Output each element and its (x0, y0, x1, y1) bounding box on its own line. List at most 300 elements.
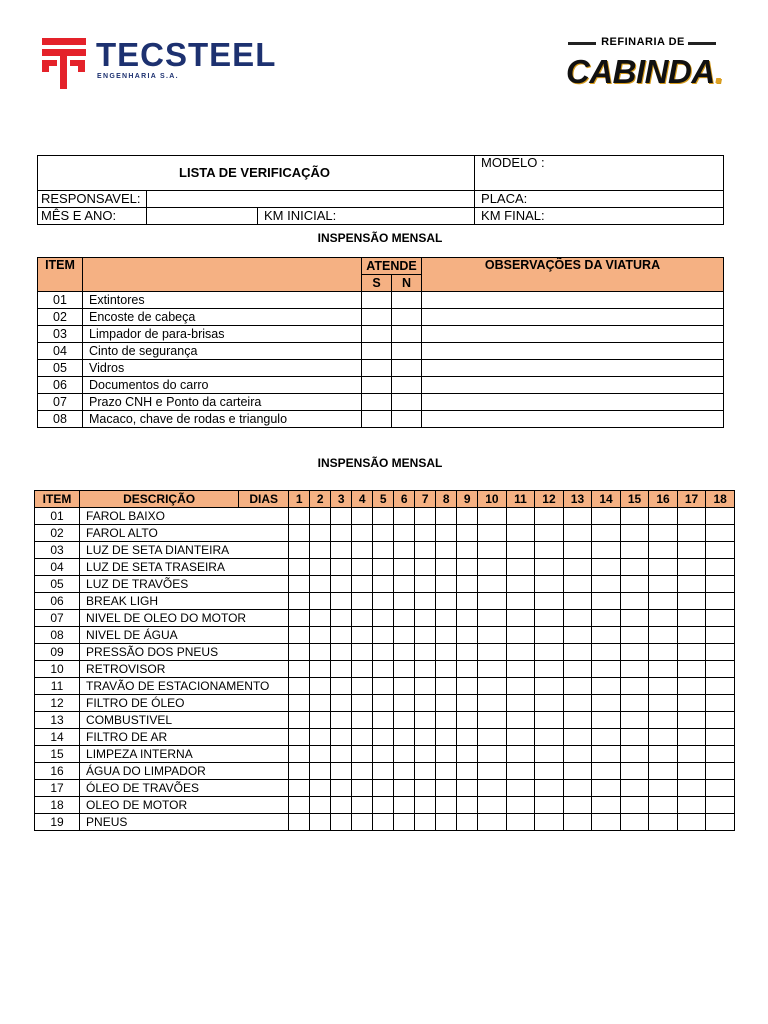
day-check-cell[interactable] (331, 508, 352, 525)
day-check-cell[interactable] (415, 780, 436, 797)
day-check-cell[interactable] (563, 627, 592, 644)
day-check-cell[interactable] (506, 508, 535, 525)
day-check-cell[interactable] (289, 542, 310, 559)
day-check-cell[interactable] (352, 661, 373, 678)
day-check-cell[interactable] (592, 542, 621, 559)
day-check-cell[interactable] (535, 610, 564, 627)
day-check-cell[interactable] (436, 525, 457, 542)
day-check-cell[interactable] (620, 610, 649, 627)
day-check-cell[interactable] (478, 746, 507, 763)
day-check-cell[interactable] (592, 695, 621, 712)
day-check-cell[interactable] (415, 729, 436, 746)
day-check-cell[interactable] (677, 525, 706, 542)
day-check-cell[interactable] (506, 661, 535, 678)
day-check-cell[interactable] (535, 542, 564, 559)
check-s-cell[interactable] (362, 292, 392, 309)
day-check-cell[interactable] (331, 576, 352, 593)
day-check-cell[interactable] (331, 814, 352, 831)
day-check-cell[interactable] (310, 763, 331, 780)
day-check-cell[interactable] (289, 508, 310, 525)
check-n-cell[interactable] (392, 360, 422, 377)
day-check-cell[interactable] (331, 797, 352, 814)
day-check-cell[interactable] (373, 627, 394, 644)
day-check-cell[interactable] (373, 610, 394, 627)
day-check-cell[interactable] (310, 797, 331, 814)
day-check-cell[interactable] (706, 729, 735, 746)
day-check-cell[interactable] (289, 644, 310, 661)
observation-cell[interactable] (422, 309, 724, 326)
day-check-cell[interactable] (415, 593, 436, 610)
day-check-cell[interactable] (289, 729, 310, 746)
day-check-cell[interactable] (506, 712, 535, 729)
check-n-cell[interactable] (392, 411, 422, 428)
day-check-cell[interactable] (394, 695, 415, 712)
day-check-cell[interactable] (478, 695, 507, 712)
observation-cell[interactable] (422, 394, 724, 411)
day-check-cell[interactable] (535, 508, 564, 525)
day-check-cell[interactable] (436, 610, 457, 627)
day-check-cell[interactable] (394, 644, 415, 661)
day-check-cell[interactable] (649, 542, 678, 559)
day-check-cell[interactable] (457, 508, 478, 525)
day-check-cell[interactable] (289, 678, 310, 695)
day-check-cell[interactable] (592, 678, 621, 695)
day-check-cell[interactable] (394, 627, 415, 644)
day-check-cell[interactable] (620, 542, 649, 559)
day-check-cell[interactable] (649, 780, 678, 797)
day-check-cell[interactable] (706, 661, 735, 678)
day-check-cell[interactable] (373, 729, 394, 746)
day-check-cell[interactable] (415, 542, 436, 559)
day-check-cell[interactable] (289, 525, 310, 542)
day-check-cell[interactable] (457, 763, 478, 780)
day-check-cell[interactable] (677, 559, 706, 576)
day-check-cell[interactable] (506, 593, 535, 610)
day-check-cell[interactable] (677, 508, 706, 525)
day-check-cell[interactable] (649, 712, 678, 729)
day-check-cell[interactable] (457, 610, 478, 627)
day-check-cell[interactable] (535, 593, 564, 610)
day-check-cell[interactable] (535, 559, 564, 576)
day-check-cell[interactable] (563, 576, 592, 593)
day-check-cell[interactable] (352, 695, 373, 712)
day-check-cell[interactable] (289, 610, 310, 627)
day-check-cell[interactable] (394, 814, 415, 831)
day-check-cell[interactable] (436, 746, 457, 763)
day-check-cell[interactable] (373, 763, 394, 780)
day-check-cell[interactable] (649, 525, 678, 542)
day-check-cell[interactable] (620, 576, 649, 593)
day-check-cell[interactable] (352, 576, 373, 593)
day-check-cell[interactable] (331, 627, 352, 644)
day-check-cell[interactable] (394, 508, 415, 525)
day-check-cell[interactable] (535, 695, 564, 712)
observation-cell[interactable] (422, 411, 724, 428)
day-check-cell[interactable] (677, 661, 706, 678)
day-check-cell[interactable] (310, 644, 331, 661)
day-check-cell[interactable] (649, 797, 678, 814)
day-check-cell[interactable] (649, 729, 678, 746)
day-check-cell[interactable] (592, 610, 621, 627)
day-check-cell[interactable] (373, 780, 394, 797)
day-check-cell[interactable] (310, 508, 331, 525)
day-check-cell[interactable] (592, 644, 621, 661)
day-check-cell[interactable] (457, 678, 478, 695)
day-check-cell[interactable] (289, 661, 310, 678)
observation-cell[interactable] (422, 377, 724, 394)
day-check-cell[interactable] (394, 610, 415, 627)
day-check-cell[interactable] (478, 780, 507, 797)
day-check-cell[interactable] (649, 610, 678, 627)
check-n-cell[interactable] (392, 292, 422, 309)
day-check-cell[interactable] (649, 746, 678, 763)
day-check-cell[interactable] (706, 780, 735, 797)
day-check-cell[interactable] (677, 678, 706, 695)
day-check-cell[interactable] (592, 712, 621, 729)
day-check-cell[interactable] (457, 814, 478, 831)
day-check-cell[interactable] (592, 729, 621, 746)
day-check-cell[interactable] (677, 644, 706, 661)
day-check-cell[interactable] (415, 525, 436, 542)
day-check-cell[interactable] (415, 678, 436, 695)
day-check-cell[interactable] (436, 814, 457, 831)
day-check-cell[interactable] (535, 746, 564, 763)
day-check-cell[interactable] (436, 678, 457, 695)
day-check-cell[interactable] (563, 695, 592, 712)
day-check-cell[interactable] (352, 746, 373, 763)
day-check-cell[interactable] (535, 814, 564, 831)
day-check-cell[interactable] (436, 627, 457, 644)
day-check-cell[interactable] (352, 797, 373, 814)
day-check-cell[interactable] (677, 627, 706, 644)
day-check-cell[interactable] (677, 780, 706, 797)
day-check-cell[interactable] (506, 627, 535, 644)
day-check-cell[interactable] (394, 525, 415, 542)
day-check-cell[interactable] (331, 780, 352, 797)
day-check-cell[interactable] (535, 644, 564, 661)
day-check-cell[interactable] (352, 712, 373, 729)
day-check-cell[interactable] (415, 627, 436, 644)
day-check-cell[interactable] (649, 508, 678, 525)
day-check-cell[interactable] (677, 542, 706, 559)
day-check-cell[interactable] (373, 644, 394, 661)
day-check-cell[interactable] (649, 576, 678, 593)
day-check-cell[interactable] (592, 661, 621, 678)
day-check-cell[interactable] (415, 644, 436, 661)
day-check-cell[interactable] (478, 814, 507, 831)
day-check-cell[interactable] (535, 712, 564, 729)
day-check-cell[interactable] (436, 559, 457, 576)
day-check-cell[interactable] (649, 763, 678, 780)
day-check-cell[interactable] (310, 525, 331, 542)
day-check-cell[interactable] (677, 576, 706, 593)
day-check-cell[interactable] (394, 661, 415, 678)
day-check-cell[interactable] (478, 729, 507, 746)
day-check-cell[interactable] (436, 576, 457, 593)
day-check-cell[interactable] (331, 746, 352, 763)
day-check-cell[interactable] (563, 525, 592, 542)
day-check-cell[interactable] (415, 610, 436, 627)
day-check-cell[interactable] (592, 576, 621, 593)
day-check-cell[interactable] (415, 508, 436, 525)
day-check-cell[interactable] (394, 763, 415, 780)
day-check-cell[interactable] (457, 542, 478, 559)
responsavel-field[interactable] (147, 191, 475, 208)
day-check-cell[interactable] (394, 678, 415, 695)
day-check-cell[interactable] (506, 525, 535, 542)
day-check-cell[interactable] (706, 814, 735, 831)
day-check-cell[interactable] (415, 576, 436, 593)
day-check-cell[interactable] (535, 525, 564, 542)
day-check-cell[interactable] (373, 542, 394, 559)
day-check-cell[interactable] (620, 780, 649, 797)
day-check-cell[interactable] (620, 508, 649, 525)
day-check-cell[interactable] (706, 763, 735, 780)
day-check-cell[interactable] (506, 542, 535, 559)
day-check-cell[interactable] (706, 797, 735, 814)
day-check-cell[interactable] (563, 797, 592, 814)
day-check-cell[interactable] (677, 593, 706, 610)
day-check-cell[interactable] (394, 559, 415, 576)
day-check-cell[interactable] (706, 542, 735, 559)
day-check-cell[interactable] (436, 780, 457, 797)
day-check-cell[interactable] (289, 814, 310, 831)
day-check-cell[interactable] (478, 644, 507, 661)
day-check-cell[interactable] (310, 780, 331, 797)
check-s-cell[interactable] (362, 411, 392, 428)
day-check-cell[interactable] (352, 780, 373, 797)
day-check-cell[interactable] (592, 525, 621, 542)
day-check-cell[interactable] (310, 729, 331, 746)
check-n-cell[interactable] (392, 326, 422, 343)
day-check-cell[interactable] (331, 593, 352, 610)
day-check-cell[interactable] (677, 610, 706, 627)
day-check-cell[interactable] (457, 525, 478, 542)
day-check-cell[interactable] (563, 661, 592, 678)
day-check-cell[interactable] (478, 559, 507, 576)
day-check-cell[interactable] (563, 610, 592, 627)
day-check-cell[interactable] (563, 644, 592, 661)
day-check-cell[interactable] (677, 712, 706, 729)
day-check-cell[interactable] (478, 576, 507, 593)
day-check-cell[interactable] (373, 559, 394, 576)
day-check-cell[interactable] (592, 508, 621, 525)
day-check-cell[interactable] (563, 746, 592, 763)
day-check-cell[interactable] (457, 746, 478, 763)
day-check-cell[interactable] (620, 661, 649, 678)
day-check-cell[interactable] (310, 576, 331, 593)
day-check-cell[interactable] (331, 644, 352, 661)
day-check-cell[interactable] (478, 542, 507, 559)
day-check-cell[interactable] (620, 525, 649, 542)
day-check-cell[interactable] (457, 559, 478, 576)
day-check-cell[interactable] (592, 627, 621, 644)
day-check-cell[interactable] (563, 593, 592, 610)
day-check-cell[interactable] (415, 712, 436, 729)
day-check-cell[interactable] (478, 678, 507, 695)
day-check-cell[interactable] (373, 797, 394, 814)
day-check-cell[interactable] (373, 576, 394, 593)
day-check-cell[interactable] (706, 593, 735, 610)
check-s-cell[interactable] (362, 326, 392, 343)
day-check-cell[interactable] (563, 814, 592, 831)
day-check-cell[interactable] (677, 797, 706, 814)
observation-cell[interactable] (422, 326, 724, 343)
day-check-cell[interactable] (331, 542, 352, 559)
day-check-cell[interactable] (289, 746, 310, 763)
day-check-cell[interactable] (620, 678, 649, 695)
day-check-cell[interactable] (373, 814, 394, 831)
day-check-cell[interactable] (620, 746, 649, 763)
day-check-cell[interactable] (415, 797, 436, 814)
day-check-cell[interactable] (352, 593, 373, 610)
day-check-cell[interactable] (506, 746, 535, 763)
day-check-cell[interactable] (478, 797, 507, 814)
day-check-cell[interactable] (394, 542, 415, 559)
day-check-cell[interactable] (620, 797, 649, 814)
day-check-cell[interactable] (478, 712, 507, 729)
day-check-cell[interactable] (373, 525, 394, 542)
day-check-cell[interactable] (478, 627, 507, 644)
day-check-cell[interactable] (506, 610, 535, 627)
day-check-cell[interactable] (310, 746, 331, 763)
day-check-cell[interactable] (352, 729, 373, 746)
day-check-cell[interactable] (457, 644, 478, 661)
day-check-cell[interactable] (677, 695, 706, 712)
day-check-cell[interactable] (394, 746, 415, 763)
day-check-cell[interactable] (436, 797, 457, 814)
day-check-cell[interactable] (457, 729, 478, 746)
day-check-cell[interactable] (331, 610, 352, 627)
day-check-cell[interactable] (592, 814, 621, 831)
day-check-cell[interactable] (415, 763, 436, 780)
day-check-cell[interactable] (649, 814, 678, 831)
day-check-cell[interactable] (310, 542, 331, 559)
day-check-cell[interactable] (620, 814, 649, 831)
day-check-cell[interactable] (331, 661, 352, 678)
observation-cell[interactable] (422, 360, 724, 377)
day-check-cell[interactable] (457, 576, 478, 593)
day-check-cell[interactable] (706, 508, 735, 525)
day-check-cell[interactable] (373, 661, 394, 678)
day-check-cell[interactable] (506, 797, 535, 814)
day-check-cell[interactable] (436, 712, 457, 729)
day-check-cell[interactable] (677, 814, 706, 831)
day-check-cell[interactable] (506, 678, 535, 695)
day-check-cell[interactable] (289, 576, 310, 593)
day-check-cell[interactable] (649, 695, 678, 712)
day-check-cell[interactable] (706, 525, 735, 542)
day-check-cell[interactable] (394, 780, 415, 797)
day-check-cell[interactable] (352, 678, 373, 695)
day-check-cell[interactable] (649, 644, 678, 661)
day-check-cell[interactable] (289, 797, 310, 814)
day-check-cell[interactable] (706, 559, 735, 576)
day-check-cell[interactable] (535, 678, 564, 695)
day-check-cell[interactable] (592, 780, 621, 797)
day-check-cell[interactable] (706, 695, 735, 712)
day-check-cell[interactable] (706, 610, 735, 627)
day-check-cell[interactable] (506, 576, 535, 593)
day-check-cell[interactable] (457, 695, 478, 712)
day-check-cell[interactable] (289, 763, 310, 780)
day-check-cell[interactable] (289, 559, 310, 576)
day-check-cell[interactable] (563, 559, 592, 576)
day-check-cell[interactable] (563, 542, 592, 559)
day-check-cell[interactable] (506, 729, 535, 746)
day-check-cell[interactable] (506, 695, 535, 712)
day-check-cell[interactable] (535, 627, 564, 644)
day-check-cell[interactable] (331, 729, 352, 746)
day-check-cell[interactable] (352, 814, 373, 831)
check-n-cell[interactable] (392, 394, 422, 411)
check-s-cell[interactable] (362, 394, 392, 411)
day-check-cell[interactable] (310, 559, 331, 576)
day-check-cell[interactable] (394, 712, 415, 729)
day-check-cell[interactable] (352, 627, 373, 644)
day-check-cell[interactable] (436, 644, 457, 661)
day-check-cell[interactable] (373, 746, 394, 763)
day-check-cell[interactable] (677, 746, 706, 763)
day-check-cell[interactable] (373, 712, 394, 729)
day-check-cell[interactable] (289, 712, 310, 729)
day-check-cell[interactable] (310, 610, 331, 627)
day-check-cell[interactable] (535, 797, 564, 814)
day-check-cell[interactable] (310, 814, 331, 831)
day-check-cell[interactable] (373, 508, 394, 525)
day-check-cell[interactable] (310, 661, 331, 678)
observation-cell[interactable] (422, 343, 724, 360)
day-check-cell[interactable] (352, 763, 373, 780)
check-s-cell[interactable] (362, 360, 392, 377)
day-check-cell[interactable] (331, 678, 352, 695)
day-check-cell[interactable] (352, 508, 373, 525)
day-check-cell[interactable] (706, 678, 735, 695)
day-check-cell[interactable] (506, 559, 535, 576)
day-check-cell[interactable] (457, 797, 478, 814)
day-check-cell[interactable] (535, 763, 564, 780)
day-check-cell[interactable] (535, 576, 564, 593)
day-check-cell[interactable] (415, 559, 436, 576)
day-check-cell[interactable] (457, 627, 478, 644)
day-check-cell[interactable] (331, 525, 352, 542)
day-check-cell[interactable] (563, 712, 592, 729)
day-check-cell[interactable] (563, 678, 592, 695)
day-check-cell[interactable] (706, 627, 735, 644)
day-check-cell[interactable] (394, 576, 415, 593)
day-check-cell[interactable] (649, 593, 678, 610)
day-check-cell[interactable] (289, 627, 310, 644)
day-check-cell[interactable] (592, 559, 621, 576)
day-check-cell[interactable] (436, 593, 457, 610)
mes-ano-field[interactable] (147, 208, 258, 225)
day-check-cell[interactable] (478, 593, 507, 610)
check-s-cell[interactable] (362, 309, 392, 326)
day-check-cell[interactable] (620, 763, 649, 780)
day-check-cell[interactable] (563, 780, 592, 797)
day-check-cell[interactable] (620, 729, 649, 746)
day-check-cell[interactable] (310, 678, 331, 695)
day-check-cell[interactable] (310, 627, 331, 644)
day-check-cell[interactable] (649, 559, 678, 576)
day-check-cell[interactable] (592, 593, 621, 610)
day-check-cell[interactable] (436, 542, 457, 559)
day-check-cell[interactable] (331, 763, 352, 780)
observation-cell[interactable] (422, 292, 724, 309)
day-check-cell[interactable] (457, 712, 478, 729)
day-check-cell[interactable] (677, 763, 706, 780)
day-check-cell[interactable] (535, 780, 564, 797)
